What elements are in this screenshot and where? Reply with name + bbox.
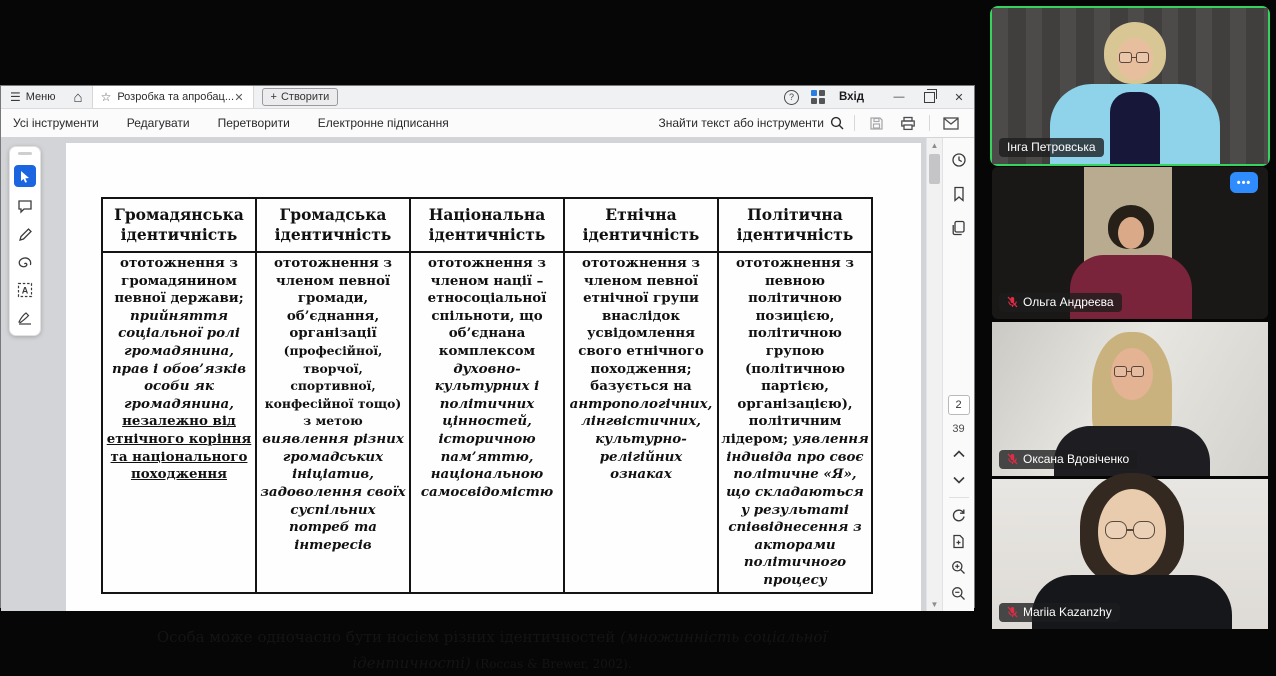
video-tile-mariia[interactable] xyxy=(992,479,1268,629)
history-icon xyxy=(951,152,967,168)
star-icon[interactable]: ☆ xyxy=(100,90,112,104)
document-area xyxy=(1,138,974,672)
pencil-tool-button[interactable] xyxy=(15,225,35,243)
text-segment: духовно-культурних і політичних цінностей, історичною пам’яттю, національною самосвідомістю xyxy=(420,360,554,500)
table-header-cell: Етнічна ідентичність xyxy=(564,198,718,252)
restore-icon xyxy=(924,92,935,103)
right-panel-strip xyxy=(942,138,974,611)
vertical-scrollbar[interactable] xyxy=(926,138,942,611)
pencil-tool-icon xyxy=(18,227,33,242)
chevron-down-icon xyxy=(953,476,965,484)
scrollbar-thumb[interactable] xyxy=(929,154,940,184)
app-menu-label: Меню xyxy=(25,91,56,103)
page-total-label: 39 xyxy=(952,423,965,435)
menu-item[interactable]: Усі інструменти xyxy=(13,116,99,130)
rotate-page-button[interactable] xyxy=(949,507,969,524)
divider xyxy=(929,115,930,131)
next-page-button[interactable] xyxy=(949,471,969,488)
page-fit-icon xyxy=(952,534,965,549)
table-cell xyxy=(102,252,256,593)
participant-name-tag xyxy=(999,603,1120,622)
text-segment: ототожнення з членом певної етнічної групи внаслідок усвідомлення свого етнічного походження; базується на xyxy=(578,255,704,395)
hamburger-menu-icon: ☰ xyxy=(10,90,21,104)
zoom-out-icon xyxy=(951,586,966,601)
table-header-cell: Політична ідентичність xyxy=(718,198,872,252)
text-segment: Особа може одночасно бути носієм різних ідентичностей xyxy=(156,627,621,646)
menu-item[interactable]: Перетворити xyxy=(217,116,290,130)
participant-name: Оксана Вдовіченко xyxy=(1023,452,1130,466)
table-cell xyxy=(256,252,410,593)
tabbar-right xyxy=(784,86,974,108)
text-select-tool-icon xyxy=(17,282,33,298)
pages-icon xyxy=(951,220,966,236)
participant-name: Інга Петровська xyxy=(1007,140,1096,154)
text-segment: ототожнення з членом певної громади, об’єднання, організації xyxy=(274,255,392,342)
text-segment: (множинність соціальної ідентичності) xyxy=(352,627,828,672)
text-select-tool-button[interactable] xyxy=(15,281,35,299)
text-segment: уявлення індивіда про своє політичне «Я», що складаються у результаті співвіднесення з акторами політичного процесу xyxy=(726,431,869,588)
sign-tool-button[interactable] xyxy=(15,309,35,327)
share-mail-button[interactable] xyxy=(940,112,962,134)
page-thumbnails-button[interactable] xyxy=(949,218,969,238)
menubar-right xyxy=(658,112,962,134)
zoom-out-button[interactable] xyxy=(949,585,969,602)
mic-off-icon xyxy=(1007,296,1018,308)
scroll-down-icon[interactable]: ▼ xyxy=(930,599,939,609)
participant-name-tag xyxy=(999,138,1104,157)
text-segment: (Roccas & Brewer, 2002). xyxy=(475,656,632,671)
mic-off-icon xyxy=(1007,606,1018,618)
help-icon[interactable]: ? xyxy=(784,90,799,105)
lasso-tool-button[interactable] xyxy=(15,253,35,271)
text-segment: ототожнення з певною політичною позицією, політичною групою (політичною партією, організацією), політичним лідером; xyxy=(721,255,854,448)
tab-title: Розробка та апробац... xyxy=(117,91,235,103)
table-header-cell: Громадянська ідентичність xyxy=(102,198,256,252)
search-icon xyxy=(830,116,844,130)
comment-tool-icon xyxy=(17,199,33,214)
participant-name: Ольга Андреєва xyxy=(1023,295,1114,309)
current-page-input[interactable]: 2 xyxy=(948,395,970,415)
menu-item[interactable]: Електронне підписання xyxy=(317,116,449,130)
bookmark-icon xyxy=(952,186,966,202)
tab-bar xyxy=(1,86,974,109)
minimize-button[interactable]: — xyxy=(893,91,905,103)
create-button[interactable] xyxy=(262,88,339,106)
identity-table xyxy=(101,197,873,594)
search-button[interactable] xyxy=(658,116,844,130)
close-tab-icon[interactable]: ✕ xyxy=(234,91,244,104)
toolbar-drag-handle[interactable] xyxy=(18,152,32,155)
mail-icon xyxy=(943,117,959,130)
home-button[interactable] xyxy=(65,86,92,108)
fit-page-button[interactable] xyxy=(949,533,969,550)
text-segment: виявлення різних громадських ініціатив, задоволення своїх суспільних потреб та інтересів xyxy=(260,431,406,553)
lasso-tool-icon xyxy=(17,256,33,269)
table-header-cell: Громадська ідентичність xyxy=(256,198,410,252)
document-tab[interactable] xyxy=(92,86,254,108)
participant-name-tag xyxy=(999,450,1137,469)
identity-table-header-row xyxy=(102,198,872,252)
text-segment: (професійної, творчої, спортивної, конфесійної тощо) з метою xyxy=(264,343,402,429)
table-cell xyxy=(410,252,564,593)
select-tool-button[interactable] xyxy=(14,165,36,187)
save-button[interactable] xyxy=(865,112,887,134)
identity-table-body-row xyxy=(102,252,872,593)
table-header-cell: Національна ідентичність xyxy=(410,198,564,252)
previous-page-button[interactable] xyxy=(949,445,969,462)
text-segment: антропологічних, лінгвістичних, культурно-релігійних ознаках xyxy=(569,395,713,483)
participant-name: Mariia Kazanzhy xyxy=(1023,605,1112,619)
zoom-in-button[interactable] xyxy=(949,559,969,576)
scroll-up-icon[interactable]: ▲ xyxy=(930,140,939,150)
more-options-button[interactable]: ••• xyxy=(1230,172,1258,193)
menu-bar xyxy=(1,109,974,138)
text-segment: прийняття соціальної ролі громадянина, прав і обов’язків особи як громадянина, xyxy=(111,307,247,412)
table-cell xyxy=(564,252,718,593)
svg-text:A: A xyxy=(21,285,29,296)
video-tile-inga[interactable] xyxy=(992,8,1268,164)
text-segment: ототожнення з громадянином певної держави; xyxy=(114,255,244,307)
restore-button[interactable] xyxy=(914,86,944,108)
pdf-page xyxy=(66,143,921,672)
chevron-up-icon xyxy=(953,450,965,458)
close-button[interactable]: ✕ xyxy=(954,91,964,104)
apps-grid-icon[interactable] xyxy=(811,90,825,104)
search-label: Знайти текст або інструменти xyxy=(658,116,824,130)
refresh-icon xyxy=(951,508,966,523)
footnote-paragraph xyxy=(96,624,888,676)
divider xyxy=(854,115,855,131)
bookmarks-panel-button[interactable] xyxy=(949,184,969,204)
history-panel-button[interactable] xyxy=(949,150,969,170)
menu-items xyxy=(13,116,477,130)
print-button[interactable] xyxy=(897,112,919,134)
app-menu-button[interactable] xyxy=(1,86,65,108)
text-segment: незалежно від етнічного коріння та національного походження xyxy=(106,413,252,483)
menu-item[interactable]: Редагувати xyxy=(126,116,190,130)
video-tile-oksana[interactable] xyxy=(992,322,1268,476)
select-tool-icon xyxy=(19,170,31,183)
acrobat-window xyxy=(0,85,975,672)
zoom-in-icon xyxy=(951,560,966,575)
floating-toolbar xyxy=(9,146,41,336)
create-button-label: Створити xyxy=(280,91,330,103)
divider xyxy=(949,497,969,498)
home-icon: ⌂ xyxy=(73,88,83,106)
video-tile-olha[interactable] xyxy=(992,167,1268,319)
save-icon xyxy=(869,116,884,131)
print-icon xyxy=(900,116,916,131)
signin-button[interactable]: Вхід xyxy=(838,91,864,103)
comment-tool-button[interactable] xyxy=(15,197,35,215)
plus-icon: + xyxy=(270,91,277,103)
text-segment: ототожнення з членом нації – етносоціальної спільноти, що об’єднана комплексом xyxy=(427,255,547,360)
table-cell xyxy=(718,252,872,593)
mic-off-icon xyxy=(1007,453,1018,465)
sign-tool-icon xyxy=(17,311,33,325)
participant-name-tag xyxy=(999,293,1122,312)
